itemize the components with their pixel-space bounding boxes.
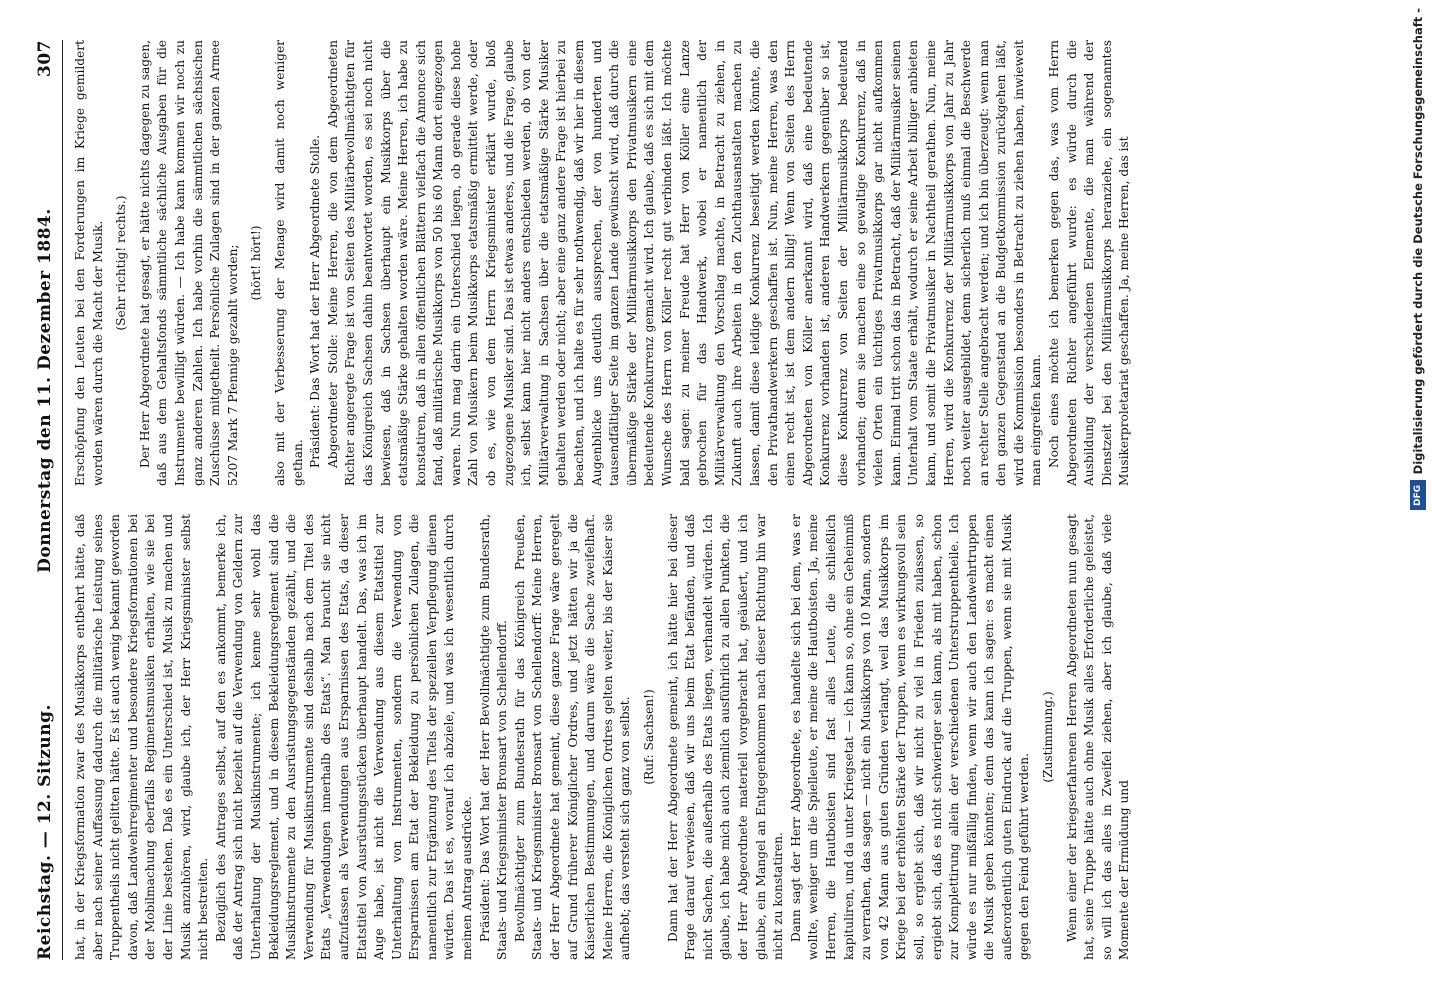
text-columns: [72, 40, 1372, 960]
paragraph: Präsident: Das Wort hat der Herr Abgeordnete Stolle.: [308, 134, 323, 468]
paragraph: Präsident: Das Wort hat der Herr Bevollmächtigte zum Bundesrath, Staats- und Kriegsminister Bronsart von Schellendorff.: [477, 514, 510, 960]
header-left: Reichstag. — 12. Sitzung.: [35, 704, 55, 960]
interjection: (Sehr richtig! rechts.): [114, 195, 129, 331]
page-header: [28, 40, 63, 960]
interjection: (Ruf: Sachsen!): [642, 689, 656, 785]
interjection: (hört! hört!): [249, 225, 264, 301]
credit-text: Digitalisierung gefördert durch die Deutsche Forschungsgemeinschaft -: [1411, 8, 1425, 475]
column-right: [72, 40, 1372, 486]
paragraph: hat, in der Kriegsformation zwar des Musikkorps entbehrt hätte, daß aber nach seiner Auffassung dadurch die militärische Leistung seines Truppentheils nicht gelitten hätte. Es ist auch wenig bekannt geworden davon, daß Landwehrregimenter und besondere Kriegsformationen bei der Mobilmachung eberfalls Regimentsmusiken erhalten, wie sie bei der Linie bestehen. Daß es ein Unterschied ist, Musik zu machen und Musik anzuhören, wird, glaube ich, der Herr Kriegsminister selbst nicht bestreiten.: [73, 514, 211, 960]
header-date: Donnerstag den 11. Dezember 1884.: [35, 208, 55, 573]
column-left: [72, 514, 1372, 960]
paragraph: Wenn einer der kriegserfahrenen Herren Abgeordneten nun gesagt hat, seine Truppe hätte auch ohne Musik alles Erforderliche geleistet, so will ich das alles in Zweifel ziehen, aber ich glaube, daß viele Momente der Ermüdung und: [1064, 514, 1132, 960]
paragraph: Dann sagt der Herr Abgeordnete, es handelte sich bei dem, was er wollte, weniger um die Spielleute, er meine die Hautboisten. Ja, meine Herren, die Hautboisten sind fast alles Leute, die schließlich kapituliren, und da unter Kriegsetat — ich kann so, ohne ein Geheimniß zu verrathen, das sagen — nicht ein Musikkorps von 10 Mann, sondern von 42 Mann aus guten Gründen verlangt, weil das Musikkorps im Kriege bei der erhöhten Stärke der Truppen, wenn es wirkungsvoll sein soll, so ergiebt sich, daß wir nicht zu viel in Frieden zulassen, so ergiebt sich, daß es nicht schwieriger sein kann, als mit haben, schon zur Komplettirung allein der verschiedenen Unterstruppentheile. Ich würde es nur mißfällig finden, wenn wir auch den Landwehrtruppen die Musik geben könnten; denn das kann ich sagen: es macht einen außerordentlich guten Eindruck auf die Truppen, wenn sie mit Musik gegen den Feind geführt werden.: [788, 514, 1032, 960]
paragraph: Dann hat der Herr Abgeordnete gemeint, ich hätte hier bei dieser Frage darauf verwiesen, daß wir uns beim Etat befänden, und daß nicht Sachen, die außerhalb des Etats liegen, verhandelt würden. Ich glaube, ich habe mich auch ziemlich ausführlich zu allen Punkten, die der Herr Abgeordnete materiell vorgebracht hat, geäußert, und ich glaube, ein Mangel an Entgegenkommen nach dieser Richtung hin war nicht zu konstatiren.: [665, 514, 786, 960]
paragraph: Noch eines möchte ich bemerken gegen das, was vom Herrn Abgeordneten Richter angeführt wurde: es würde durch die Ausbildung der verschiedenen Elemente, die man während der Dienstzeit bei den Militärmusikkorps heranziehe, ein sogenanntes Musikerproletariat geschaffen. Ja, meine Herren, das ist: [1047, 40, 1132, 486]
paragraph: also mit der Verbesserung der Menage wird damit noch weniger gethan.: [272, 40, 305, 486]
dfg-logo: DFG: [1410, 480, 1426, 510]
interjection: (Zustimmung.): [1041, 691, 1056, 783]
paragraph: Erschöpfung den Leuten bei den Forderungen im Kriege gemildert worden wären durch die Macht der Musik.: [73, 40, 105, 486]
page-number: 307: [35, 40, 55, 77]
side-credit: [1408, 8, 1428, 993]
paragraph: Bevollmächtigter zum Bundesrath für das Königreich Preußen, Staats- und Kriegsminister Bronsart von Schellendorff: Meine Herren, der Herr Abgeordnete hat gemeint, diese ganze Frage wäre geregelt auf Grund früherer Königlicher Ordres, und jetzt hätten wir ja die Kaiserlichen Bestimmungen, und darum wäre die Sache zweifelhaft. Meine Herren, die Königlichen Ordres gelten weiter, bis der Kaiser sie aufhebt; das versteht sich ganz von selbst.: [512, 514, 633, 960]
paragraph: Bezüglich des Antrages selbst, auf den es ankommt, bemerke ich, daß der Antrag sich nicht bezieht auf die Verwendung von Geldern zur Unterhaltung der Musikinstrumente; ich kenne sehr wohl das Bekleidungsreglement, und in diesem Bekleidungsreglement sind die Musikinstrumente zu den Ausrüstungsgegenständen gezählt, und die Verwendung für Musikinstrumente sind deshalb nach dem Titel des Etats „Verwendungen innerhalb des Etats“. Man braucht sie nicht aufzufassen als Verwendungen aus Ersparnissen des Etats, da dieser Etatstitel von Ausrüstungsstücken überhaupt handelt. Das, was ich im Auge habe, ist nicht die Verwendung aus diesem Etatstitel zur Unterhaltung von Instrumenten, sondern die Verwendung von Ersparnissen am Etat der Bekleidung zu persönlichen Zulagen, die namentlich zur Ergänzung des Titels der speziellen Verpflegung dienen würden. Das ist es, worauf ich abziele, und was ich wesentlich durch meinen Antrag ausdrücke.: [213, 514, 475, 960]
paragraph: Abgeordneter Stolle: Meine Herren, die von dem Abgeordneten Richter angeregte Frage ist von Seiten des Militärbevollmächtigten für das Königreich Sachsen dahin beantwortet worden, es sei noch nicht bewiesen, daß in Sachsen überhaupt ein Musikkorps über die etatsmäßige Stärke gehalten worden wäre. Meine Herren, ich habe zu konstatiren, daß in allen öffentlichen Blättern vielfach die Annonce sich fand, daß militärische Musikkorps von 50 bis 60 Mann dort eingezogen waren. Nun mag darin ein Unterschied liegen, ob gerade diese hohe Zahl von Musikern beim Musikkorps etatsmäßig ermittelt werde, oder ob es, wie von dem Herrn Kriegsminister erklärt wurde, bloß zugezogene Musiker sind. Das ist etwas anderes, und die Frage, glaube ich, selbst kann hier nicht anders entschieden werden, ob von der Militärverwaltung in Sachsen über die etatsmäßige Stärke Musiker gehalten werden oder nicht; aber eine ganz andere Frage ist hierbei zu beachten, und ich halte es für sehr nothwendig, daß wir hier in diesem Augenblicke uns deutlich aussprechen, der von hunderten und tausendfältiger Seite im ganzen Lande gewünscht wird, daß durch die übermäßige Stärke der Militärmusikkorps den Privatmusikern eine bedeutende Konkurrenz gemacht wird. Ich glaube, daß es sich mit dem Wunsche des Herrn von Köller recht gut verbinden läßt. Ich möchte bald sagen: zu meiner Freude hat Herr von Köller eine Lanze gebrochen für das Handwerk, wobei er namentlich der Militärverwaltung den Vorschlag machte, in Betracht zu ziehen, in Zukunft auch ihre Arbeiten in den Zuchthausanstalten machen zu lassen, damit diese leidige Konkurrenz beseitigt werden könnte, die den Privathandwerkern geschaffen ist. Nun, meine Herren, was den einen recht ist, ist dem andern billig! Wenn von Seiten des Herrn Abgeordneten von Köller anerkannt wird, daß eine bedeutende Konkurrenz vorhanden ist, anderen Handwerkern gegenüber so ist, diese Konkurrenz von Seiten der Militärmusikkorps bedeutend vorhanden; denn sie machen eine so gewaltige Konkurrenz, daß in vielen Orten ein tüchtiges Privatmusikkorps gar nicht aufkommen kann. Einmal tritt schon das in Betracht, daß der Militärmusiker seinen Unterhalt vom Staate erhält, wodurch er seine Arbeit billiger anbieten kann, und somit die Privatmusiker in Nachtheil gerathen. Nun, meine Herren, wird die Konkurrenz der Militärmusikkorps von Jahr zu Jahr noch weiter ausgebildet, denn sicherlich muß einmal die Beschwerde an rechter Stelle angebracht werden; und ich bin überzeugt: wenn man den ganzen Gegenstand an die Budgetkommission zurückgehen läßt, wird die Kommission besonders in Betracht zu ziehen haben, inwieweit man eingreifen kann.: [325, 40, 1044, 486]
paragraph: Der Herr Abgeordnete hat gesagt, er hätte nichts dagegen zu sagen, daß aus dem Gehaltsfonds sämmtliche sächliche Ausgaben für die Instrumente bewilligt würden. — Ich habe kann kommen wir noch zu ganz anderen Zahlen. Ich habe vorhin die sämmtlichen sächsischen Zuschüsse mitgetheilt. Persönliche Zulagen sind in der ganzen Armee 5207 Mark 7 Pfennige gezahlt worden;: [137, 40, 240, 486]
